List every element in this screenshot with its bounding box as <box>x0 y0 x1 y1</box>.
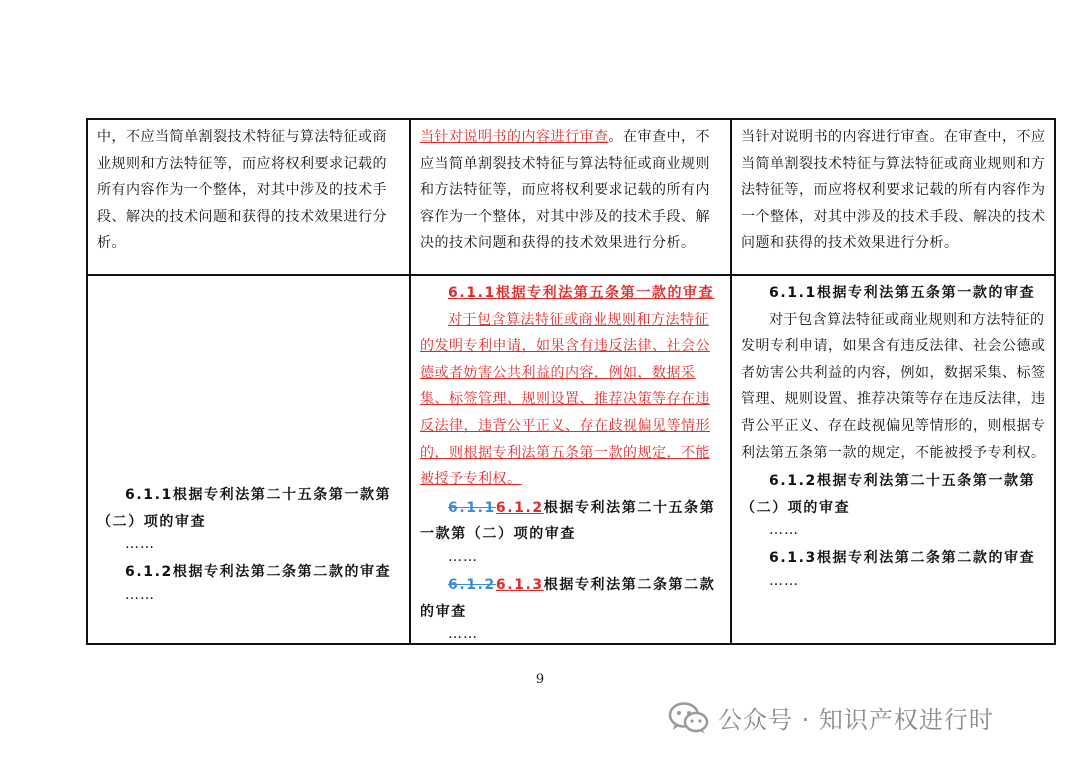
table-row <box>87 119 1055 275</box>
inserted-number: 6.1.2 <box>495 499 544 516</box>
original-intro-text: 中，不应当简单割裂技术特征与算法特征或商业规则和方法特征等，而应将权利要求记载的所有内容作为一个整体，对其中涉及的技术手段、解决的技术问题和获得的技术效果进行分析。 <box>97 129 387 252</box>
deleted-number: 6.1.2 <box>448 576 496 593</box>
ellipsis: …… <box>448 626 478 643</box>
draft-heading-6-1-2 <box>420 495 722 548</box>
draft-inserted-text: 当针对说明书的内容进行审查 <box>420 129 609 145</box>
draft-intro-text: 。在审查中，不应当简单割裂技术特征与算法特征或商业规则和方法特征等，而应将权利要求记载的所有内容作为一个整体，对其中涉及的技术手段、解决的技术问题和获得的技术效果进行分析。 <box>420 129 710 252</box>
draft-heading-6-1-3 <box>420 572 722 625</box>
heading-text: 根据专利法第二十五条第一款第（二）项的审查 <box>420 499 716 543</box>
original-heading-6-1-1: 6.1.1根据专利法第二十五条第一款第（二）项的审查 <box>97 487 392 530</box>
clean-heading-6-1-1: 6.1.1根据专利法第五条第一款的审查 <box>769 285 1036 301</box>
ellipsis: …… <box>448 548 478 565</box>
clean-paragraph-6-1-1: 对于包含算法特征或商业规则和方法特征的发明专利申请，如果含有违反法律、社会公德或者妨害公共利益的内容，例如，数据采集、标签管理、规则设置、推荐决策等存在违反法律，违背公平正义、存在歧视偏见等情形的，则根据专利法第五条第一款的规定，不能被授予专利权。 <box>741 311 1046 461</box>
heading-text: 根据专利法第二条第二款的审查 <box>420 576 716 620</box>
cell-clean-sections <box>731 275 1055 644</box>
deleted-number: 6.1.1 <box>448 499 496 516</box>
cell-original-sections <box>87 275 410 644</box>
original-section-list <box>97 482 401 604</box>
ellipsis: …… <box>769 572 799 589</box>
clean-heading-6-1-3: 6.1.3根据专利法第二条第二款的审查 <box>769 550 1036 567</box>
inserted-number: 6.1.3 <box>495 576 544 593</box>
draft-new-paragraph-6-1-1: 对于包含算法特征或商业规则和方法特征的发明专利申请，如果含有违反法律、社会公德或者妨害公共利益的内容，例如，数据采集、标签管理、规则设置、推荐决策等存在违反法律，违背公平正义、存在歧视偏见等情形的，则根据专利法第五条第一款的规定，不能被授予专利权。 <box>420 311 710 488</box>
wechat-icon <box>668 701 710 735</box>
cell-clean-intro <box>731 119 1055 275</box>
ellipsis: …… <box>125 536 155 553</box>
draft-new-heading-6-1-1: 6.1.1根据专利法第五条第一款的审查 <box>448 285 715 301</box>
watermark-text: 公众号 · 知识产权进行时 <box>718 706 994 734</box>
cell-draft-sections <box>410 275 731 644</box>
ellipsis: …… <box>769 522 799 539</box>
table-row <box>87 275 1055 644</box>
ellipsis: …… <box>125 586 155 603</box>
comparison-table <box>86 118 1056 645</box>
page-number: 9 <box>535 672 545 687</box>
clean-intro-text: 当针对说明书的内容进行审查。在审查中，不应当简单割裂技术特征与算法特征或商业规则和方法特征等，而应将权利要求记载的所有内容作为一个整体，对其中涉及的技术手段、解决的技术问题和获得的技术效果进行分析。 <box>741 129 1046 252</box>
watermark <box>668 700 994 735</box>
original-heading-6-1-2: 6.1.2根据专利法第二条第二款的审查 <box>125 564 392 581</box>
clean-heading-6-1-2: 6.1.2根据专利法第二十五条第一款第（二）项的审查 <box>741 473 1036 516</box>
cell-original-intro <box>87 119 410 275</box>
cell-draft-intro <box>410 119 731 275</box>
